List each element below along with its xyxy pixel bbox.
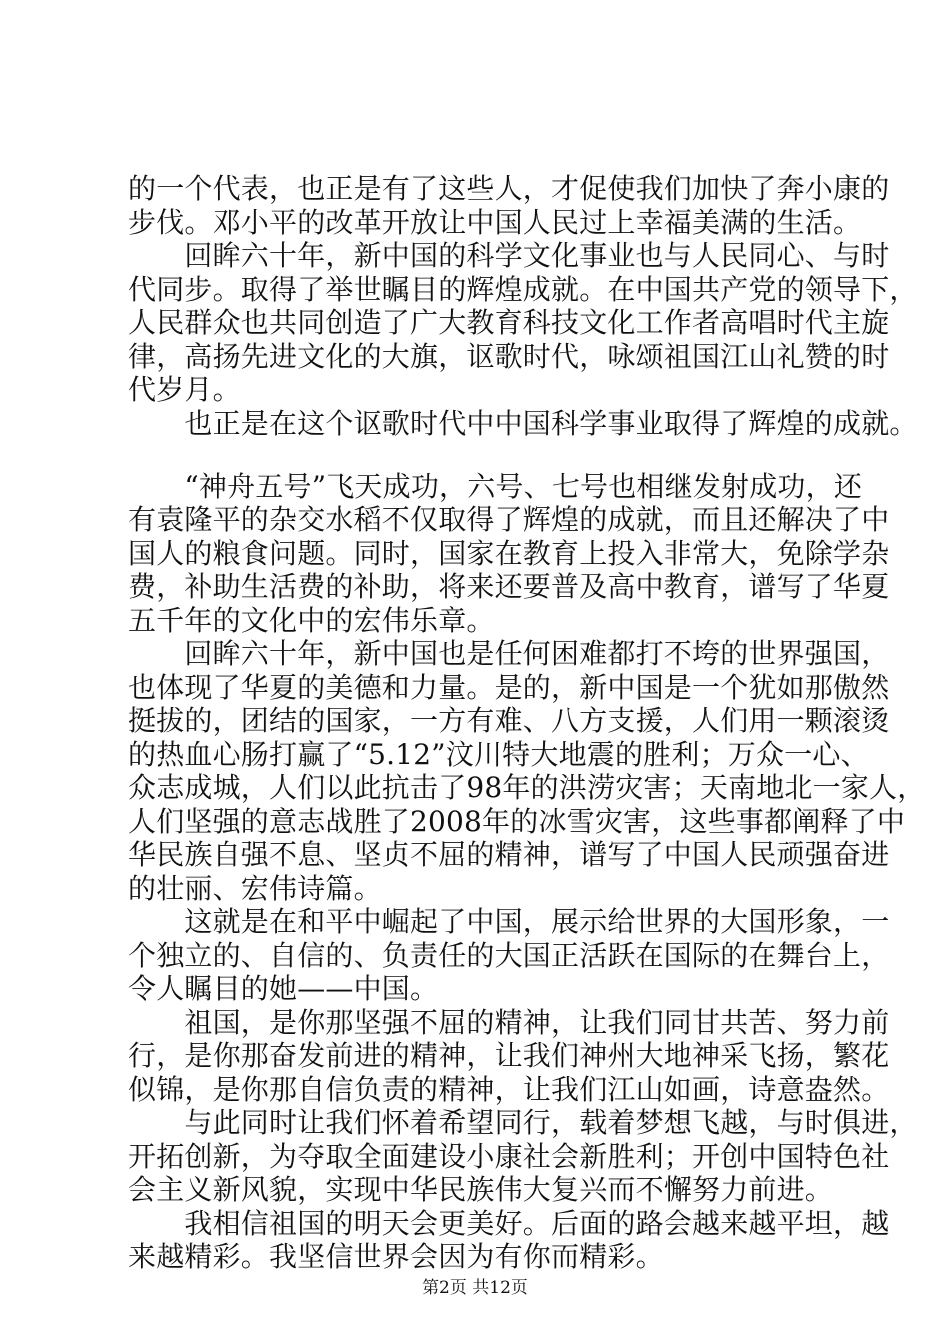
text-line: 的一个代表，也正是有了这些人，才促使我们加快了奔小康的 bbox=[128, 172, 890, 205]
text-line: “神舟五号”飞天成功，六号、七号也相继发射成功，还 bbox=[128, 470, 863, 503]
text-line: 费，补助生活费的补助，将来还要普及高中教育，谱写了华夏 bbox=[128, 570, 890, 603]
text-line: 行，是你那奋发前进的精神，让我们神州大地神采飞扬，繁花 bbox=[128, 1039, 890, 1072]
text-line: 也正是在这个讴歌时代中中国科学事业取得了辉煌的成就。 bbox=[128, 407, 918, 440]
text-line: 步伐。邓小平的改革开放让中国人民过上幸福美满的生活。 bbox=[128, 206, 862, 239]
text-line: 令人瞩目的她——中国。 bbox=[128, 972, 439, 1005]
text-line: 我相信祖国的明天会更美好。后面的路会越来越平坦，越 bbox=[128, 1207, 890, 1240]
text-line: 回眸六十年，新中国也是任何困难都打不垮的世界强国， bbox=[128, 637, 890, 670]
page-footer: 第2页 共12页 bbox=[422, 1278, 528, 1298]
text-line: 也体现了华夏的美德和力量。是的，新中国是一个犹如那傲然 bbox=[128, 671, 890, 704]
text-line: 与此同时让我们怀着希望同行，载着梦想飞越，与时俱进， bbox=[128, 1106, 918, 1139]
text-line: 回眸六十年，新中国的科学文化事业也与人民同心、与时 bbox=[128, 239, 890, 272]
text-line: 似锦，是你那自信负责的精神，让我们江山如画，诗意盎然。 bbox=[128, 1073, 890, 1106]
text-line: 来越精彩。我坚信世界会因为有你而精彩。 bbox=[128, 1240, 664, 1273]
text-line: 人们坚强的意志战胜了2008年的冰雪灾害，这些事都阐释了中 bbox=[128, 805, 906, 838]
text-line: 的壮丽、宏伟诗篇。 bbox=[128, 872, 382, 905]
text-line: 律，高扬先进文化的大旗，讴歌时代，咏颂祖国江山礼赞的时 bbox=[128, 340, 890, 373]
text-line: 这就是在和平中崛起了中国，展示给世界的大国形象，一 bbox=[128, 905, 890, 938]
text-line: 五千年的文化中的宏伟乐章。 bbox=[128, 604, 495, 637]
text-line: 国人的粮食问题。同时，国家在教育上投入非常大，免除学杂 bbox=[128, 537, 890, 570]
text-line: 众志成城，人们以此抗击了98年的洪涝灾害；天南地北一家人， bbox=[128, 771, 926, 804]
text-line: 有袁隆平的杂交水稻不仅取得了辉煌的成就，而且还解决了中 bbox=[128, 503, 890, 536]
text-line: 会主义新风貌，实现中华民族伟大复兴而不懈努力前进。 bbox=[128, 1173, 834, 1206]
text-line: 代同步。取得了举世瞩目的辉煌成就。在中国共产党的领导下， bbox=[128, 273, 918, 306]
text-line: 个独立的、自信的、负责任的大国正活跃在国际的在舞台上， bbox=[128, 939, 890, 972]
text-line: 人民群众也共同创造了广大教育科技文化工作者高唱时代主旋 bbox=[128, 306, 890, 339]
text-line: 华民族自强不息、坚贞不屈的精神，谱写了中国人民顽强奋进 bbox=[128, 838, 890, 871]
text-line: 开拓创新，为夺取全面建设小康社会新胜利；开创中国特色社 bbox=[128, 1140, 890, 1173]
text-line: 祖国，是你那坚强不屈的精神，让我们同甘共苦、努力前 bbox=[128, 1006, 890, 1039]
text-line: 代岁月。 bbox=[128, 373, 241, 406]
text-line: 挺拔的，团结的国家，一方有难、八方支援，人们用一颗滚烫 bbox=[128, 704, 890, 737]
text-line: 的热血心肠打赢了“5.12”汶川特大地震的胜利；万众一心、 bbox=[128, 738, 869, 771]
